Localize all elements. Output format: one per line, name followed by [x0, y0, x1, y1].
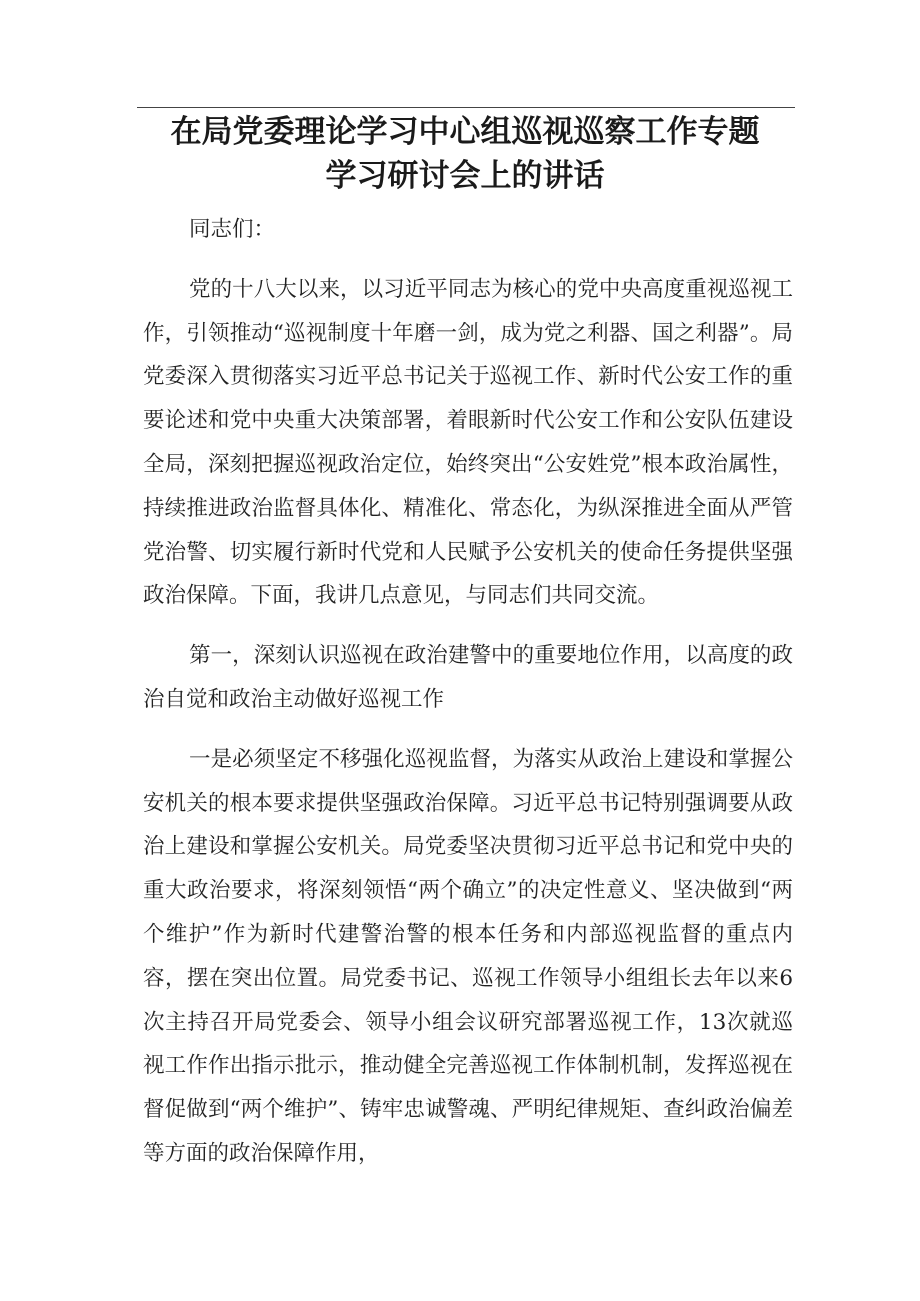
header-rule	[137, 107, 795, 108]
paragraph-point-1: 一是必须坚定不移强化巡视监督，为落实从政治上建设和掌握公安机关的根本要求提供坚强政治保障。习近平总书记特别强调要从政治上建设和掌握公安机关。局党委坚决贯彻习近平总书记和党中央的重大政治要求，将深刻领悟“两个确立”的决定性意义、坚决做到“两个维护”作为新时代建警治警的根本任务和内部巡视监督的重点内容，摆在突出位置。局党委书记、巡视工作领导小组组长去年以来6次主持召开局党委会、领导小组会议研究部署巡视工作，13次就巡视工作作出指示批示，推动健全完善巡视工作体制机制，发挥巡视在督促做到“两个维护”、铸牢忠诚警魂、严明纪律规矩、查纠政治偏差等方面的政治保障作用，	[143, 746, 793, 1166]
title-line-1: 在局党委理论学习中心组巡视巡察工作专题	[170, 114, 760, 150]
section-heading-1: 第一，深刻认识巡视在政治建警中的重要地位作用，以高度的政治自觉和政治主动做好巡视工作	[143, 643, 793, 712]
document-body	[143, 208, 793, 1192]
paragraph-intro: 党的十八大以来，以习近平同志为核心的党中央高度重视巡视工作，引领推动“巡视制度十年磨一剑，成为党之利器、国之利器”。局党委深入贯彻落实习近平总书记关于巡视工作、新时代公安工作的重要论述和党中央重大决策部署，着眼新时代公安工作和公安队伍建设全局，深刻把握巡视政治定位，始终突出“公安姓党”根本政治属性，持续推进政治监督具体化、精准化、常态化，为纵深推进全面从严管党治警、切实履行新时代党和人民赋予公安机关的使命任务提供坚强政治保障。下面，我讲几点意见，与同志们共同交流。	[143, 276, 793, 609]
title-line-2: 学习研讨会上的讲话	[325, 158, 605, 194]
greeting: 同志们：	[189, 217, 276, 242]
document-title	[100, 110, 830, 198]
